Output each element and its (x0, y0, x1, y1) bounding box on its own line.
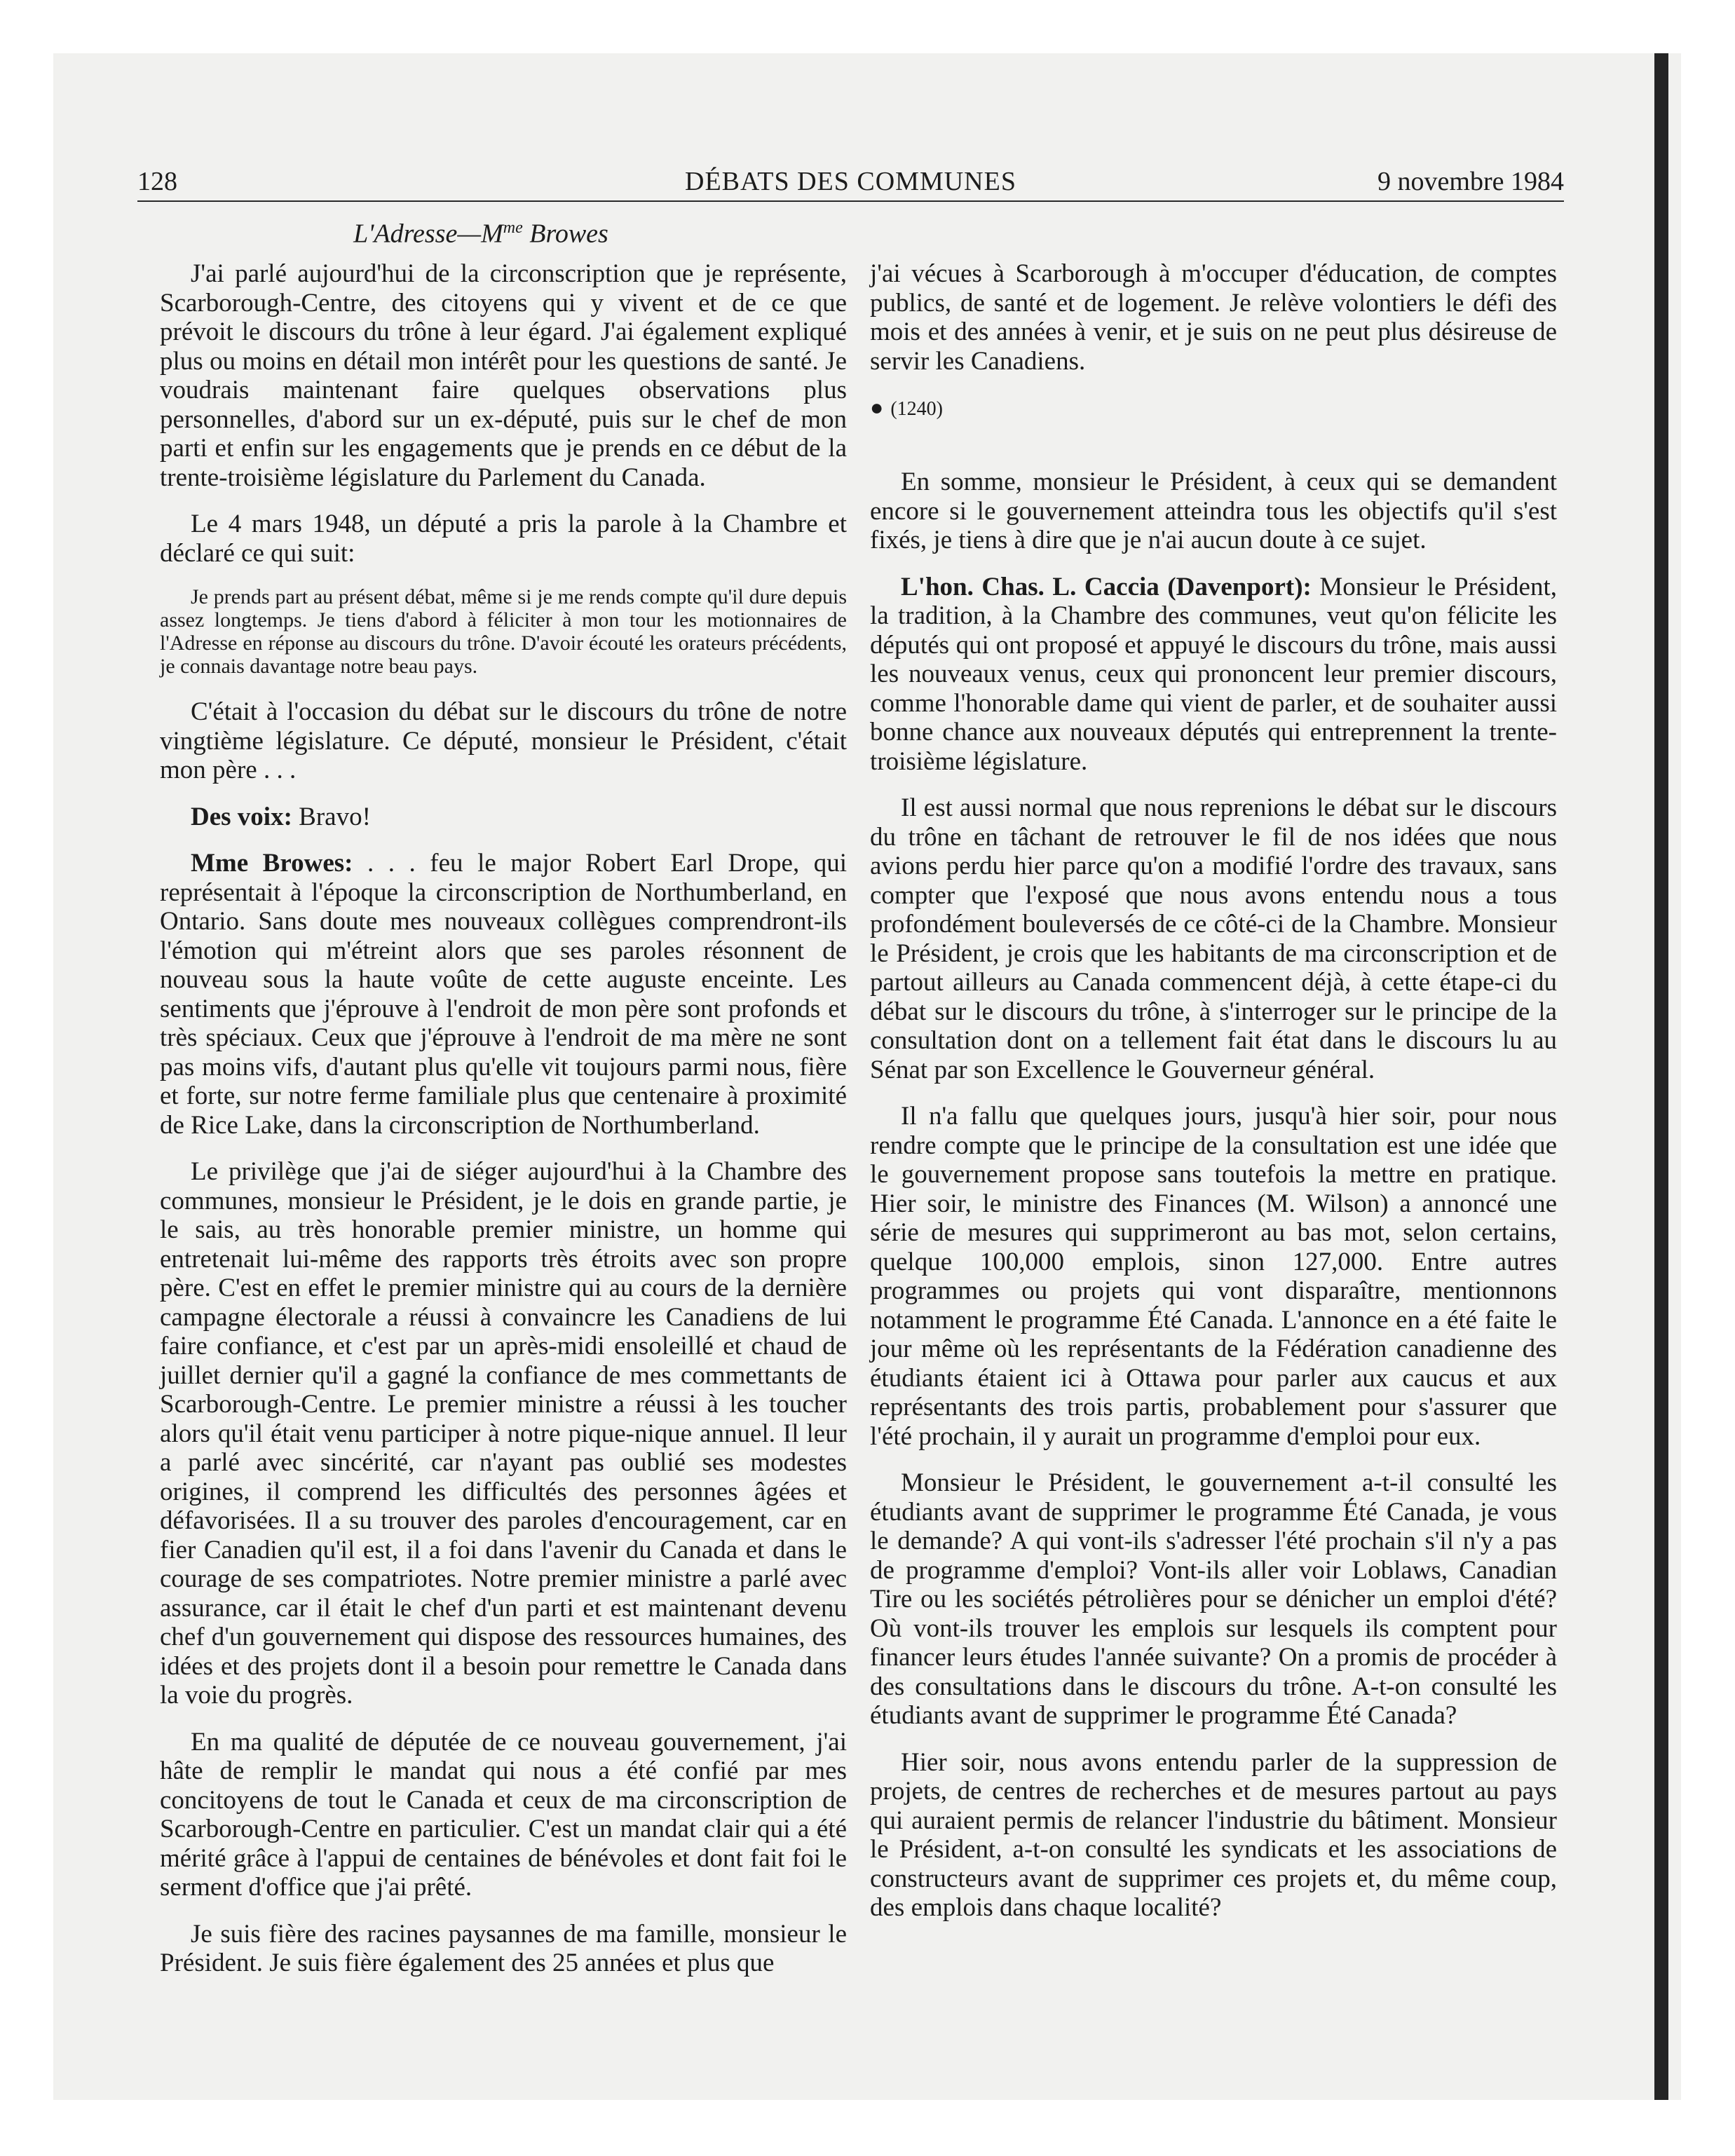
page-number: 128 (137, 167, 177, 196)
speech-caccia (870, 573, 1557, 777)
paragraph: Le privilège que j'ai de siéger aujourd'hui à la Chambre des communes, monsieur le Président, je le dois en grande partie, je le sais, au très honorable premier ministre, un homme qui entretenait lui-même des rapports très étroits avec son propre père. C'est en effet le premier ministre qui au cours de la dernière campagne électorale a réussi à convaincre les Canadiens de lui faire confiance, et c'est par un après-midi ensoleillé et chaud de juillet dernier qu'il a gagné la confiance de mes commettants de Scarborough-Centre. Le premier ministre a réussi à les toucher alors qu'il était venu participer à notre pique-nique annuel. Il leur a parlé avec sincérité, car n'ayant pas oublié ses modestes origines, il comprend les difficultés des personnes âgées et défavorisées. Il a su trouver des paroles d'encouragement, car en fier Canadien qu'il est, il a foi dans l'avenir du Canada et dans le courage de ses compatriotes. Notre premier ministre a parlé avec assurance, car il était le chef d'un parti et est maintenant devenu chef d'un gouvernement qui dispose des ressources humaines, des idées et des projets dont il a besoin pour remettre le Canada dans la voie du progrès. (160, 1157, 847, 1710)
block-quote: Je prends part au présent débat, même si je me rends compte qu'il dure depuis assez longtemps. Je tiens d'abord à féliciter à mon tour les motionnaires de l'Adresse en réponse au discours du trône. D'avoir écouté les orateurs précédents, je connais davantage notre beau pays. (160, 585, 847, 678)
right-column (870, 259, 1557, 1940)
speaker-name: Mme Browes: (191, 849, 353, 878)
bullet-icon: ● (870, 395, 884, 420)
subject-suffix: Browes (522, 219, 608, 249)
speaker-name: Des voix: (191, 802, 292, 831)
sitting-date: 9 novembre 1984 (1377, 167, 1564, 196)
paragraph: Il n'a fallu que quelques jours, jusqu'à hier soir, pour nous rendre compte que le principe de la consultation est une idée que le gouvernement propose sans toutefois la mettre en pratique. Hier soir, le ministre des Finances (M. Wilson) a annoncé une série de mesures qui supprimeront au bas mot, selon certains, quelque 100,000 emplois, sinon 127,000. Entre autres programmes ou projets qui vont disparaître, mentionnons notamment le programme Été Canada. L'annonce en a été faite le jour même où les représentants de la Fédération canadienne des étudiants étaient ici à Ottawa pour parler aux caucus et aux représentants des trois partis, probablement pour s'assurer que l'été prochain, il y aurait un programme d'emploi pour eux. (870, 1102, 1557, 1451)
left-column (160, 259, 847, 1995)
paragraph: J'ai parlé aujourd'hui de la circonscription que je représente, Scarborough-Centre, des citoyens qui y vivent et de ce que prévoit le discours du trône à leur égard. J'ai également expliqué plus ou moins en détail mon intérêt pour les questions de santé. Je voudrais maintenant faire quelques observations plus personnelles, d'abord sur un ex-député, puis sur le chef de mon parti et enfin sur les engagements que je prends en ce début de la trente-troisième législature du Parlement du Canada. (160, 259, 847, 492)
paragraph: Il est aussi normal que nous reprenions le débat sur le discours du trône en tâchant de retrouver le fil de nos idées que nous avions perdu hier parce qu'on a modifié l'ordre des travaux, sans compter que l'exposé que nous avons entendu nous a tous profondément bouleversés de ce côté-ci de la Chambre. Monsieur le Président, je crois que les habitants de ma circonscription et de partout ailleurs au Canada commencent déjà, à cette étape-ci du débat sur le discours du trône, à s'interroger sur le principe de la consultation dont on a tellement fait état dans le discours lu au Sénat par son Excellence le Gouverneur général. (870, 793, 1557, 1084)
subject-prefix: L'Adresse—M (353, 219, 503, 249)
subject-heading (137, 212, 824, 250)
timestamp (870, 395, 1557, 421)
speech-browes (160, 849, 847, 1140)
paragraph: Le 4 mars 1948, un député a pris la parole à la Chambre et déclaré ce qui suit: (160, 510, 847, 568)
header-rule (137, 200, 1564, 202)
journal-title: DÉBATS DES COMMUNES (685, 167, 1016, 196)
speech-voices (160, 803, 847, 832)
scan-edge-bar (1654, 53, 1668, 2100)
speaker-name: L'hon. Chas. L. Caccia (Davenport): (901, 572, 1312, 601)
running-header (137, 165, 1564, 198)
paragraph: En ma qualité de députée de ce nouveau gouvernement, j'ai hâte de remplir le mandat qui nous a été confié par mes concitoyens de tout le Canada et ceux de ma circonscription de Scarborough-Centre en particulier. C'est un mandat clair qui a été mérité grâce à l'appui de centaines de bénévoles et dont fait foi le serment d'office que j'ai prêté. (160, 1727, 847, 1902)
speech-text: Bravo! (292, 802, 371, 831)
subject-superscript: me (503, 219, 523, 237)
paragraph: Je suis fière des racines paysannes de ma famille, monsieur le Président. Je suis fière également des 25 années et plus que (160, 1919, 847, 1977)
paragraph: j'ai vécues à Scarborough à m'occuper d'éducation, de comptes publics, de santé et de logement. Je relève volontiers le défi des mois et des années à venir, et je suis on ne peut plus désireuse de servir les Canadiens. (870, 259, 1557, 376)
paragraph: Hier soir, nous avons entendu parler de la suppression de projets, de centres de recherches et de mesures partout au pays qui auraient permis de relancer l'industrie du bâtiment. Monsieur le Président, a-t-on consulté les syndicats et les associations de constructeurs avant de supprimer ces projets et, du même coup, des emplois dans chaque localité? (870, 1747, 1557, 1922)
paragraph: C'était à l'occasion du débat sur le discours du trône de notre vingtième législature. Ce député, monsieur le Président, c'était mon père . . . (160, 697, 847, 784)
paragraph: Monsieur le Président, le gouvernement a-t-il consulté les étudiants avant de supprimer le programme Été Canada, je vous le demande? A qui vont-ils s'adresser l'été prochain s'il n'y a pas de programme d'emploi? Vont-ils aller voir Loblaws, Canadian Tire ou les sociétés pétrolières pour se dénicher un emploi d'été? Où vont-ils trouver les emplois sur lesquels ils comptent pour financer leurs études l'année suivante? On a promis de procéder à des consultations dans le discours du trône. A-t-on consulté les étudiants avant de supprimer le programme Été Canada? (870, 1468, 1557, 1730)
speech-text: . . . feu le major Robert Earl Drope, qui représentait à l'époque la circonscription de Northumberland, en Ontario. Sans doute mes nouveaux collègues comprendront-ils l'émotion qui m'étreint alors que ses paroles résonnent de nouveau sous la haute voûte de cette auguste enceinte. Les sentiments que j'éprouve à l'endroit de mon père sont profonds et très spéciaux. Ceux que j'éprouve à l'endroit de ma mère ne sont pas moins vifs, d'autant plus qu'elle vit toujours parmi nous, fière et forte, sur notre ferme familiale plus que centenaire à proximité de Rice Lake, dans la circonscription de Northumberland. (160, 849, 847, 1140)
paragraph: En somme, monsieur le Président, à ceux qui se demandent encore si le gouvernement atteindra tous les objectifs qu'il s'est fixés, je tiens à dire que je n'ai aucun doute à ce sujet. (870, 468, 1557, 554)
timestamp-text: (1240) (890, 398, 943, 420)
speech-text: Monsieur le Président, la tradition, à la Chambre des communes, veut qu'on félicite les députés qui ont proposé et appuyé le discours du trône, mais aussi les nouveaux venus, ceux qui prononcent leur premier discours, comme l'honorable dame qui vient de parler, et de souhaiter aussi bonne chance aux nouveaux députés qui entreprennent la trente-troisième législature. (870, 572, 1558, 776)
